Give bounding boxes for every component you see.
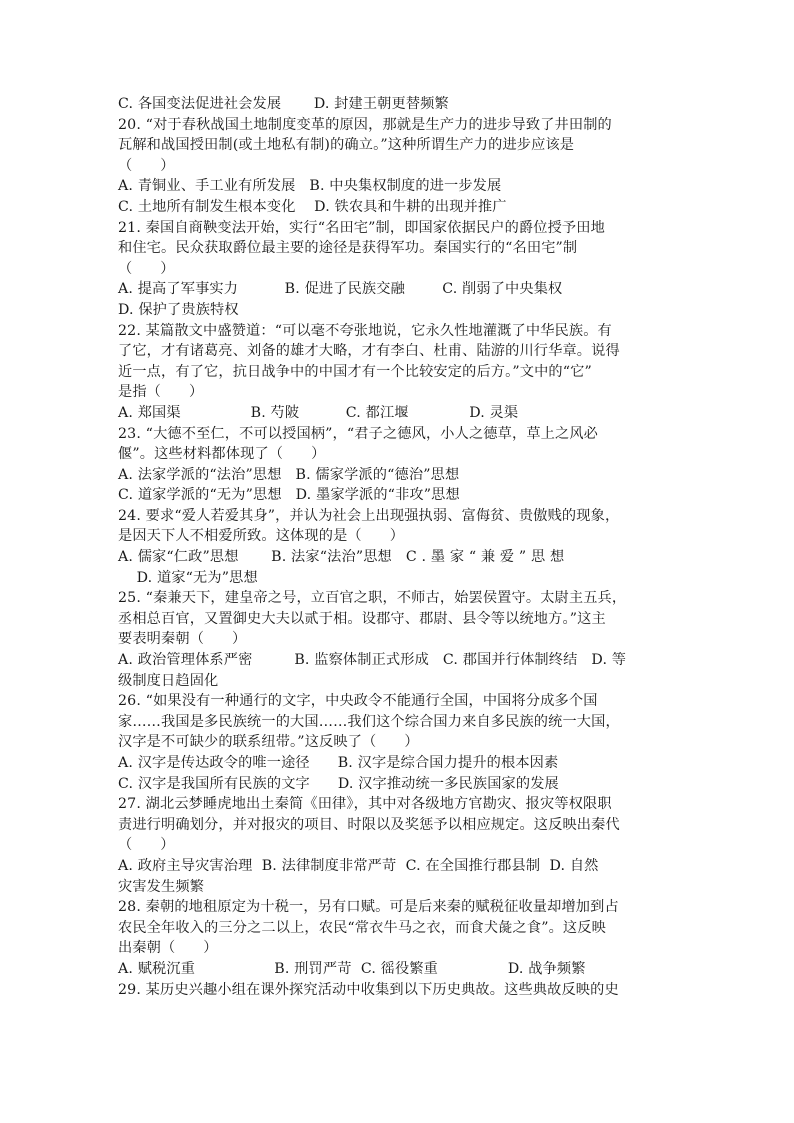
options-line: C. 道家学派的“无为”思想 D. 墨家学派的“非攻”思想 xyxy=(118,487,460,504)
options-line: A. 汉字是传达政令的唯一途径 B. 汉字是综合国力提升的根本因素 xyxy=(118,755,559,771)
text-line: 出秦朝（ ） xyxy=(118,940,218,957)
question-20-stem: 20. “对于春秋战国土地制度变革的原因，那就是生产力的进步导致了井田制的 xyxy=(118,116,612,133)
options-line: A. 提高了军事实力 B. 促进了民族交融 C. 削弱了中央集权 xyxy=(118,281,563,298)
question-29-stem: 29. 某历史兴趣小组在课外探究活动中收集到以下历史典故。这些典故反映的史 xyxy=(118,981,619,998)
answer-blank: （ ） xyxy=(118,260,175,277)
options-line: C. 汉字是我国所有民族的文字 D. 汉字推动统一多民族国家的发展 xyxy=(118,775,559,792)
text-line: 要表明秦朝（ ） xyxy=(118,631,247,648)
options-line: A. 儒家“仁政”思想 B. 法家“法治”思想 C . 墨 家 “ 兼 爱 ” 思 想 xyxy=(118,549,565,566)
options-line: C. 土地所有制发生根本变化 D. 铁农具和牛耕的出现并推广 xyxy=(118,198,507,215)
question-25-stem: 25. “秦兼天下，建皇帝之号，立百官之职，不师古，始罢侯置守。太尉主五兵， xyxy=(118,590,627,607)
text-line: 农民全年收入的三分之二以上，农民“常衣牛马之衣，而食犬彘之食”。这反映 xyxy=(118,919,606,936)
answer-blank: （ ） xyxy=(118,157,175,174)
options-line: 级制度日趋固化 xyxy=(118,672,219,689)
options-line: 灾害发生频繁 xyxy=(118,878,205,895)
question-28-stem: 28. 秦朝的地租原定为十税一，另有口赋。可是后来秦的赋税征收量却增加到占 xyxy=(118,899,619,916)
options-line: D. 道家“无为”思想 xyxy=(118,569,258,586)
text-line: 近一点，有了它，抗日战争中的中国才有一个比较安定的后方。”文中的“它” xyxy=(118,363,592,380)
text-line: 瓦解和战国授田制(或土地私有制)的确立。”这种所谓生产力的进步应该是 xyxy=(118,137,575,154)
options-line: A. 法家学派的“法治”思想 B. 儒家学派的“德治”思想 xyxy=(118,466,460,483)
question-21-stem: 21. 秦国自商鞅变法开始，实行“名田宅”制，即国家依据民户的爵位授予田地 xyxy=(118,219,605,236)
options-line: A. 赋税沉重 B. 刑罚严苛 C. 徭役繁重 D. 战争频繁 xyxy=(118,960,586,977)
text-line: 偃”。这些材料都体现了（ ） xyxy=(118,446,326,463)
options-line: A. 青铜业、手工业有所发展 B. 中央集权制度的进一步发展 xyxy=(118,178,502,195)
text-line: 和住宅。民众获取爵位最主要的途径是获得军功。秦国实行的“名田宅”制 xyxy=(118,240,578,257)
question-24-stem: 24. 要求“爱人若爱其身”，并认为社会上出现强执弱、富侮贫、贵傲贱的现象， xyxy=(118,507,620,524)
text-line: 丞相总百官，又置御史大夫以贰于相。设郡守、郡尉、县令等以统地方。”这主 xyxy=(118,610,606,627)
text-line: 了它，才有诸葛亮、刘备的雄才大略，才有李白、杜甫、陆游的川行华章。说得 xyxy=(118,343,620,360)
document-page xyxy=(118,94,683,1000)
text-line: 是指（ ） xyxy=(118,384,204,401)
answer-blank: （ ） xyxy=(118,837,175,854)
options-line: A. 政府主导灾害治理 B. 法律制度非常严苛 C. 在全国推行郡县制 D. 自然 xyxy=(118,857,599,874)
question-22-stem: 22. 某篇散文中盛赞道：“可以毫不夸张地说，它永久性地灌溉了中华民族。有 xyxy=(118,322,612,339)
options-line: A. 政治管理体系严密 B. 监察体制正式形成 C. 郡国并行体制终结 D. 等 xyxy=(118,652,627,669)
text-line: 汉字是不可缺少的联系纽带。”这反映了（ ） xyxy=(118,734,419,751)
text-line: 是因天下人不相爱所致。这体现的是（ ） xyxy=(118,528,405,545)
text-line: C. 各国变法促进社会发展 D. 封建王朝更替频繁 xyxy=(118,96,449,112)
text-line: 责进行明确划分，并对报灾的项目、时限以及奖惩予以相应规定。这反映出秦代 xyxy=(118,816,620,833)
text-line: 家……我国是多民族统一的大国……我们这个综合国力来自多民族的统一大国， xyxy=(118,713,620,730)
options-line: D. 保护了贵族特权 xyxy=(118,301,239,318)
options-line: A. 郑国渠 B. 芍陂 C. 都江堰 D. 灵渠 xyxy=(118,404,519,421)
question-26-stem: 26. “如果没有一种通行的文字，中央政令不能通行全国，中国将分成多个国 xyxy=(118,693,598,710)
question-27-stem: 27. 湖北云梦睡虎地出土秦简《田律》，其中对各级地方官勘灾、报灾等权限职 xyxy=(118,796,612,813)
question-23-stem: 23. “大德不至仁，不可以授国柄”，“君子之德风，小人之德草，草上之风必 xyxy=(118,425,599,442)
